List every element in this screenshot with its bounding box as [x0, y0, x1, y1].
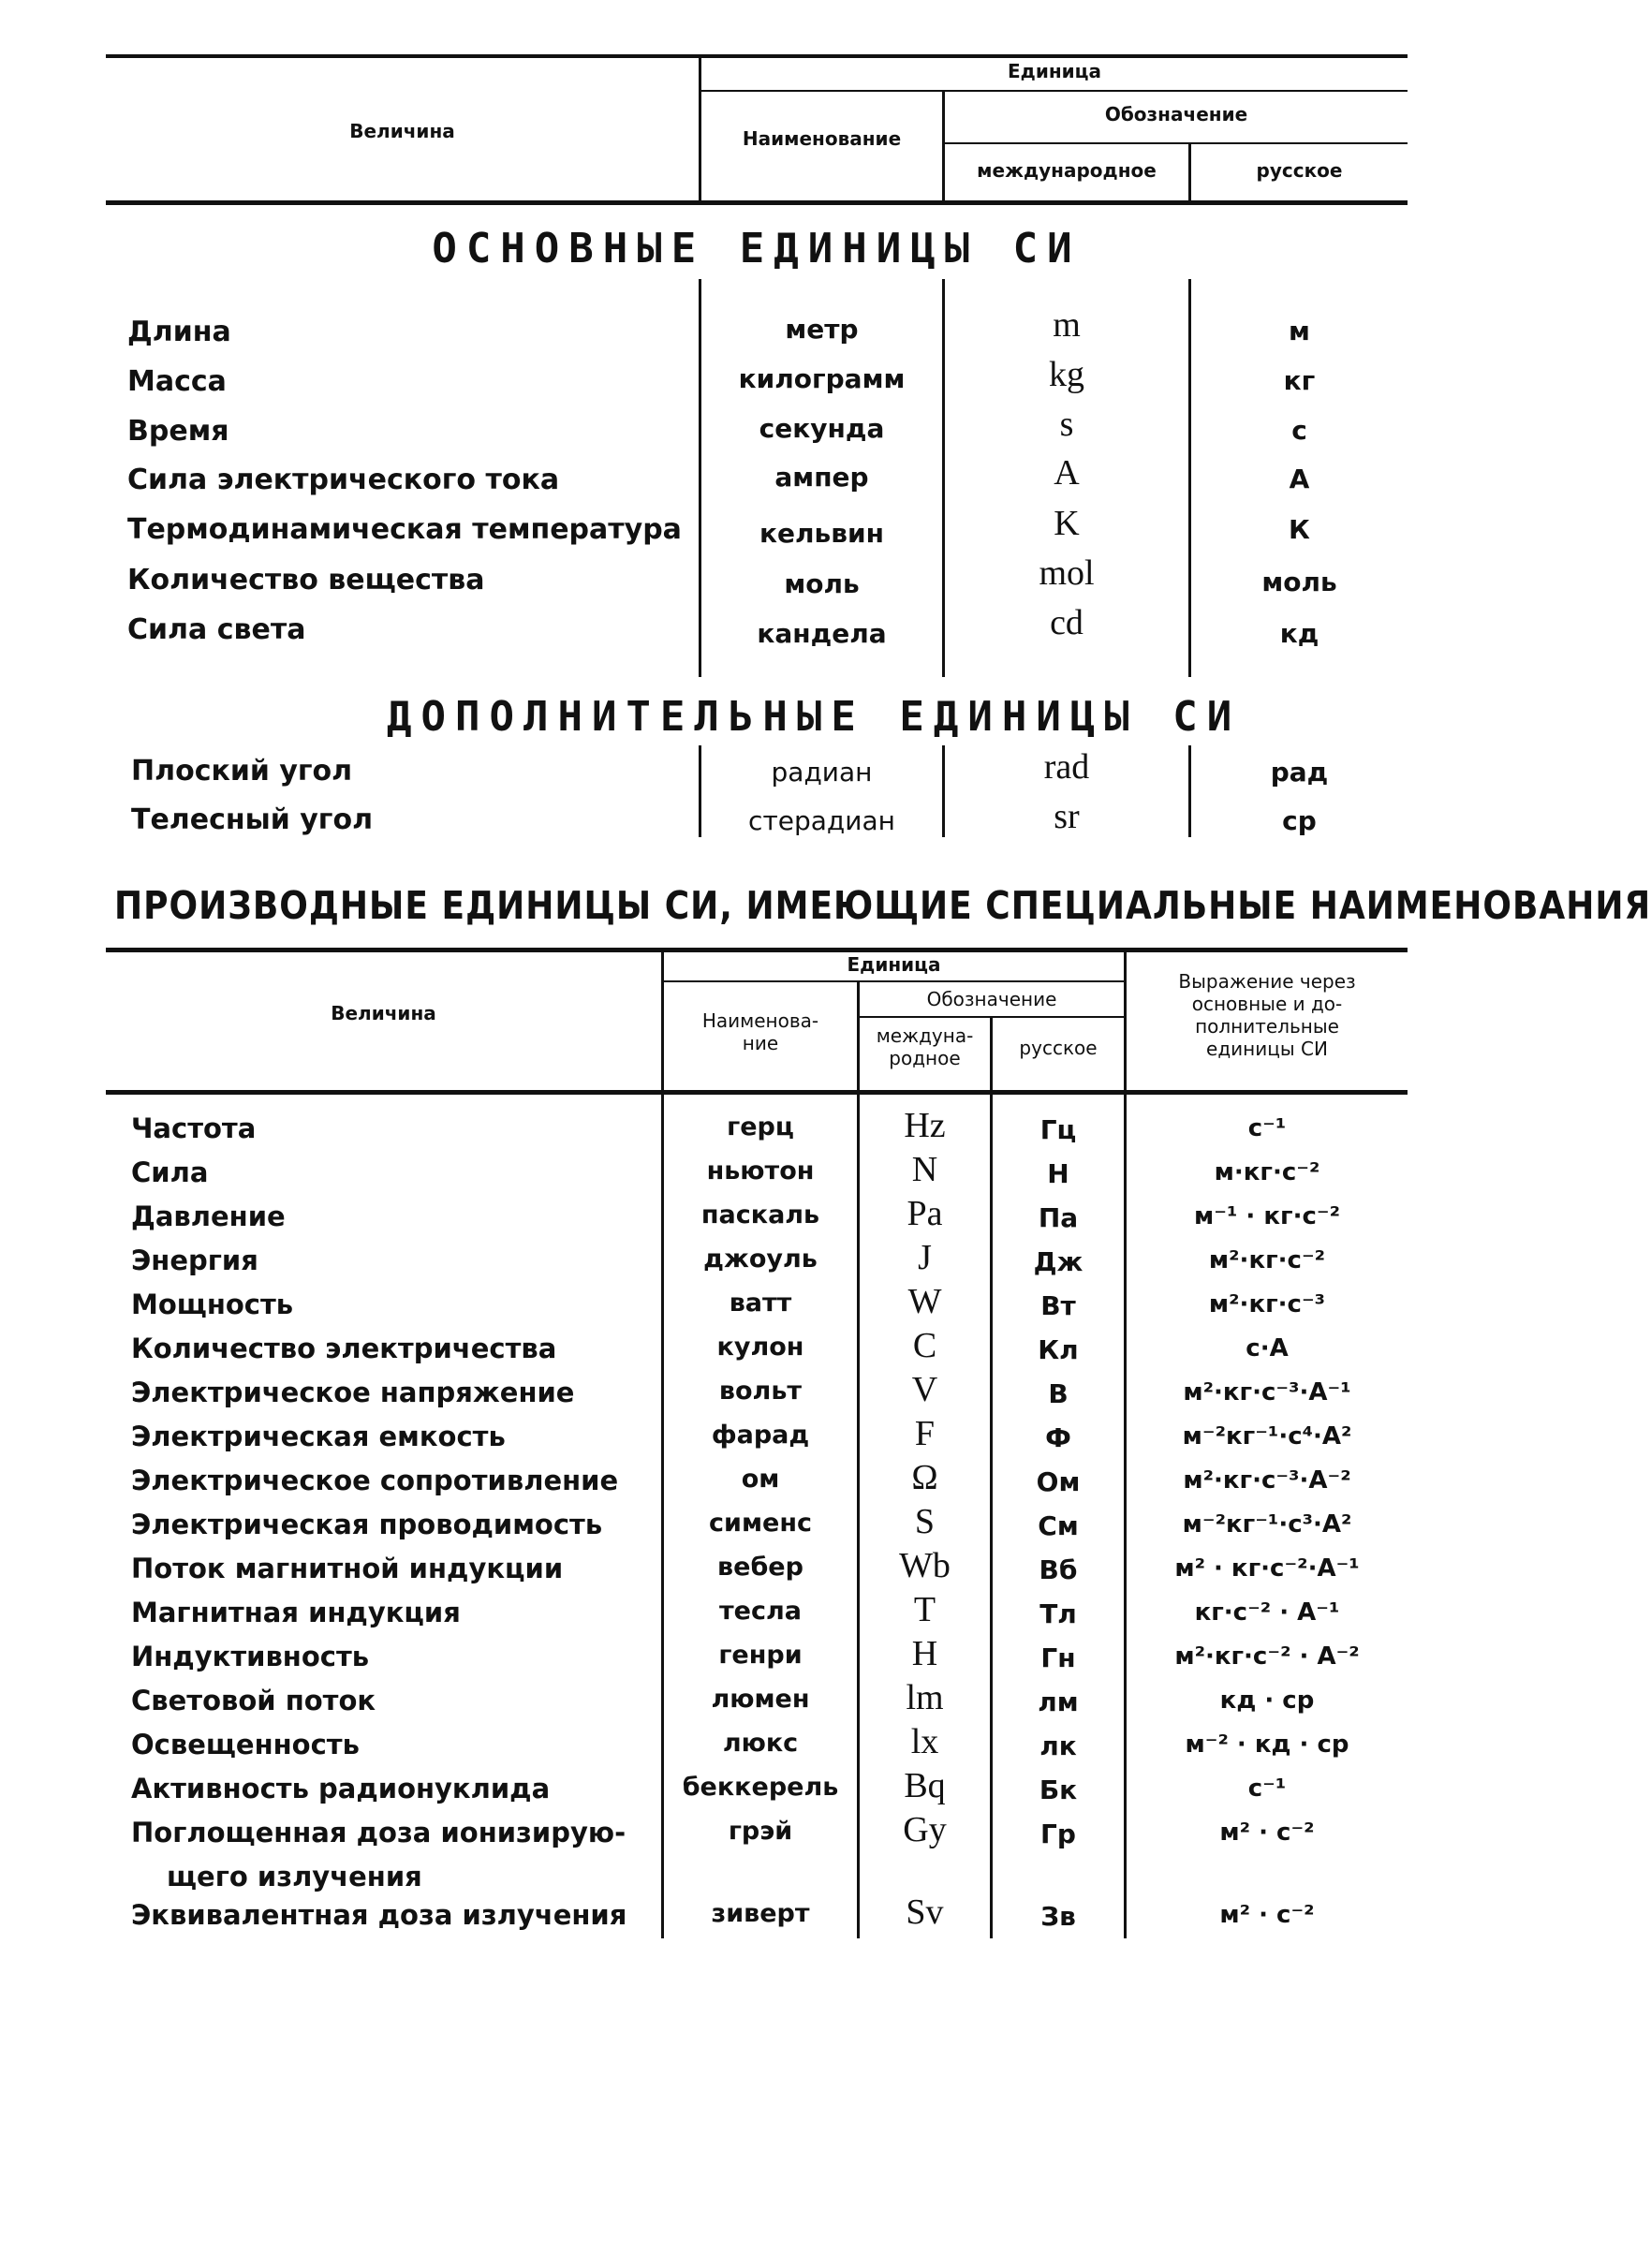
table2-header-expression-line4: единицы СИ — [1206, 1038, 1328, 1060]
derived-row-quantity: Мощность — [131, 1289, 294, 1320]
supp-row-rus: рад — [1270, 757, 1329, 788]
derived-row-expression: м⁻²кг⁻¹·с³·А² — [1182, 1510, 1352, 1539]
derived-row-quantity: Количество электричества — [131, 1333, 557, 1364]
table2-header-expression-line2: основные и до- — [1191, 993, 1343, 1015]
derived-row-rus: Вб — [1039, 1554, 1078, 1585]
derived-row-intl: W — [907, 1282, 942, 1321]
derived-row-name: кулон — [716, 1333, 804, 1362]
supp-row-name: стерадиан — [748, 805, 895, 836]
derived-row-rus: Гц — [1039, 1114, 1077, 1145]
base-row-name: кельвин — [759, 518, 884, 549]
derived-row-quantity: Частота — [131, 1112, 257, 1144]
derived-row-expression: м·кг·с⁻² — [1214, 1158, 1320, 1186]
derived-row-name: беккерель — [682, 1773, 839, 1802]
base-row-intl: kg — [1049, 355, 1084, 394]
derived-row-expression: м⁻¹ · кг·с⁻² — [1194, 1202, 1340, 1230]
derived-row-name: зиверт — [711, 1899, 810, 1928]
table2-header-unit: Единица — [847, 953, 941, 976]
table1-header-unit: Единица — [1008, 60, 1101, 82]
derived-row-name: люмен — [711, 1685, 810, 1714]
base-row-quantity: Сила света — [127, 613, 306, 646]
table2-header-rule-unit — [661, 980, 1124, 982]
base-row-intl: K — [1054, 504, 1080, 543]
derived-row-expression: с⁻¹ — [1247, 1114, 1287, 1142]
derived-row-quantity: Энергия — [131, 1244, 258, 1276]
derived-row-quantity: Освещенность — [131, 1729, 360, 1760]
derived-row-name: люкс — [722, 1729, 799, 1758]
table2-header-expression — [1127, 970, 1408, 1060]
derived-row-intl: T — [913, 1590, 936, 1629]
derived-row-quantity: Активность радионуклида — [131, 1773, 551, 1804]
base-row-quantity: Время — [127, 415, 229, 448]
derived-row-quantity-continued: щего излучения — [167, 1861, 422, 1892]
base-row-rus: моль — [1261, 567, 1337, 597]
derived-row-quantity: Давление — [131, 1200, 286, 1232]
table1-header-name: Наименование — [742, 127, 902, 150]
derived-row-expression: м²·кг·с⁻² · А⁻² — [1174, 1642, 1360, 1671]
derived-row-expression: м²·кг·с⁻³·А⁻² — [1183, 1466, 1351, 1495]
derived-row-rus: Ом — [1036, 1466, 1081, 1497]
table1-top-rule — [106, 54, 1408, 58]
base-row-intl: cd — [1050, 603, 1083, 642]
section-title-base-units: ОСНОВНЫЕ ЕДИНИЦЫ СИ — [432, 225, 1082, 272]
derived-row-quantity: Поглощенная доза ионизирую- — [131, 1817, 626, 1848]
table2-header-quantity: Величина — [331, 1002, 436, 1024]
derived-row-quantity: Электрическая емкость — [131, 1421, 506, 1452]
table2-header-symbol: Обозначение — [926, 988, 1057, 1010]
derived-row-rus: Бк — [1039, 1775, 1078, 1805]
derived-row-name: вебер — [717, 1553, 803, 1582]
derived-row-quantity: Электрическое напряжение — [131, 1377, 575, 1408]
derived-row-expression: м² · кг·с⁻²·А⁻¹ — [1174, 1554, 1360, 1583]
derived-row-intl: Bq — [904, 1766, 946, 1805]
base-row-rus: кг — [1283, 365, 1316, 396]
derived-row-name: ом — [741, 1465, 780, 1494]
derived-row-name: ньютон — [706, 1156, 815, 1186]
derived-row-intl: Gy — [903, 1810, 947, 1849]
derived-row-quantity: Индуктивность — [131, 1641, 370, 1672]
supp-row-quantity: Телесный угол — [131, 803, 374, 836]
derived-row-expression: м²·кг·с⁻² — [1208, 1246, 1326, 1274]
derived-row-intl: F — [914, 1414, 936, 1453]
base-row-name: ампер — [774, 462, 869, 493]
derived-row-rus: Вт — [1040, 1290, 1076, 1321]
base-row-name: кандела — [757, 618, 887, 649]
derived-row-rus: Па — [1038, 1202, 1079, 1233]
table2-header-name-line2: ние — [742, 1032, 779, 1054]
derived-row-intl: lm — [906, 1678, 944, 1717]
table1-header-bottom-rule — [106, 200, 1408, 205]
derived-row-name: ватт — [729, 1289, 792, 1318]
derived-row-intl: C — [912, 1326, 937, 1365]
derived-row-rus: Зв — [1040, 1901, 1076, 1932]
base-row-name: секунда — [759, 413, 885, 444]
derived-row-name: фарад — [711, 1421, 810, 1450]
table2-header-international-line1: междуна- — [876, 1024, 974, 1047]
table1-header-international: международное — [977, 159, 1157, 182]
table2-header-expression-line1: Выражение через — [1178, 970, 1356, 993]
base-row-intl: A — [1054, 453, 1080, 493]
base-row-quantity: Сила электрического тока — [127, 464, 560, 496]
base-row-name: килограмм — [738, 363, 906, 394]
table2-top-rule — [106, 948, 1408, 952]
table2-header-international-line2: родное — [889, 1047, 961, 1069]
derived-row-expression: с⁻¹ — [1247, 1775, 1287, 1803]
base-row-quantity: Термодинамическая температура — [127, 513, 682, 546]
table1-header-symbol: Обозначение — [1104, 103, 1248, 125]
derived-row-expression: м²·кг·с⁻³ — [1208, 1290, 1326, 1318]
table2-header-expression-line3: полнительные — [1195, 1015, 1339, 1038]
derived-row-rus: Ф — [1045, 1422, 1071, 1453]
base-row-quantity: Количество вещества — [127, 564, 485, 596]
derived-row-name: генри — [718, 1641, 803, 1670]
supp-row-name: радиан — [771, 757, 873, 788]
derived-row-quantity: Электрическое сопротивление — [131, 1465, 619, 1496]
derived-row-name: джоуль — [703, 1244, 818, 1274]
table1-header-quantity: Величина — [349, 120, 455, 142]
derived-row-rus: Гр — [1040, 1819, 1076, 1849]
base-row-rus: К — [1289, 514, 1310, 545]
base-row-rus: А — [1289, 464, 1310, 494]
derived-row-quantity: Электрическая проводимость — [131, 1509, 603, 1540]
derived-row-intl: Pa — [907, 1194, 943, 1233]
base-row-intl: mol — [1039, 553, 1095, 593]
derived-row-name: грэй — [728, 1817, 793, 1846]
base-row-rus: м — [1289, 316, 1310, 346]
derived-row-name: герц — [727, 1112, 794, 1141]
table2-title: ПРОИЗВОДНЫЕ ЕДИНИЦЫ СИ, ИМЕЮЩИЕ СПЕЦИАЛЬНЫЕ НАИМЕНОВАНИЯ — [114, 884, 1651, 929]
derived-row-rus: В — [1048, 1378, 1069, 1409]
derived-row-intl: Sv — [906, 1892, 944, 1932]
derived-row-name: паскаль — [700, 1200, 820, 1230]
derived-row-intl: N — [911, 1150, 938, 1189]
derived-row-rus: Н — [1047, 1158, 1069, 1189]
supp-row-rus: ср — [1282, 805, 1317, 836]
derived-row-expression: кг·с⁻² · А⁻¹ — [1194, 1598, 1340, 1627]
derived-row-name: сименс — [709, 1509, 812, 1538]
table2-header-bottom-rule — [106, 1090, 1408, 1095]
derived-row-quantity: Поток магнитной индукции — [131, 1553, 564, 1584]
derived-row-quantity: Эквивалентная доза излучения — [131, 1899, 627, 1931]
base-row-name: метр — [785, 314, 859, 345]
derived-row-expression: м²·кг·с⁻³·А⁻¹ — [1183, 1378, 1351, 1406]
derived-row-intl: Wb — [899, 1546, 951, 1585]
derived-row-expression: с·А — [1246, 1334, 1289, 1362]
derived-row-intl: V — [911, 1370, 938, 1409]
derived-row-name: вольт — [718, 1377, 803, 1406]
derived-row-quantity: Магнитная индукция — [131, 1597, 461, 1628]
base-row-rus: кд — [1279, 618, 1319, 649]
supp-row-intl: sr — [1054, 797, 1080, 836]
derived-row-intl: lx — [910, 1722, 939, 1761]
derived-row-rus: Тл — [1039, 1598, 1077, 1629]
derived-row-expression: кд · ср — [1219, 1686, 1315, 1715]
derived-row-rus: Гн — [1040, 1642, 1076, 1673]
table2-header-russian: русское — [1019, 1037, 1098, 1059]
table1-header-rule-symbol — [942, 142, 1408, 144]
derived-row-quantity: Сила — [131, 1156, 209, 1188]
derived-row-expression: м² · с⁻² — [1219, 1819, 1315, 1847]
table1-header-rule-unit — [699, 90, 1408, 92]
derived-row-intl: S — [914, 1502, 936, 1541]
derived-row-name: тесла — [719, 1597, 802, 1626]
derived-row-rus: См — [1038, 1510, 1079, 1541]
table2-header-international — [860, 1024, 990, 1069]
base-row-name: моль — [784, 568, 860, 599]
derived-row-rus: лм — [1038, 1686, 1079, 1717]
derived-row-intl: J — [918, 1238, 932, 1277]
supp-row-quantity: Плоский угол — [131, 755, 353, 788]
derived-row-quantity: Световой поток — [131, 1685, 376, 1716]
derived-row-intl: H — [911, 1634, 938, 1673]
derived-row-rus: лк — [1039, 1730, 1077, 1761]
supp-row-intl: rad — [1043, 747, 1090, 787]
derived-row-intl: Hz — [904, 1106, 946, 1145]
derived-row-expression: м² · с⁻² — [1219, 1901, 1315, 1929]
table2-header-name — [664, 1009, 857, 1054]
derived-row-expression: м⁻²кг⁻¹·с⁴·А² — [1182, 1422, 1352, 1451]
base-row-intl: s — [1059, 405, 1074, 444]
derived-row-rus: Кл — [1038, 1334, 1079, 1365]
base-row-intl: m — [1053, 305, 1081, 345]
base-row-rus: с — [1291, 415, 1307, 446]
derived-row-intl: Ω — [911, 1458, 938, 1497]
derived-row-rus: Дж — [1033, 1246, 1083, 1277]
base-row-quantity: Масса — [127, 365, 227, 398]
table2-header-name-line1: Наименова- — [701, 1009, 819, 1032]
section-title-supplementary-units: ДОПОЛНИТЕЛЬНЫЕ ЕДИНИЦЫ СИ — [387, 693, 1242, 741]
table1-header-russian: русское — [1256, 159, 1343, 182]
base-row-quantity: Длина — [127, 316, 231, 348]
derived-row-expression: м⁻² · кд · ср — [1185, 1730, 1349, 1759]
